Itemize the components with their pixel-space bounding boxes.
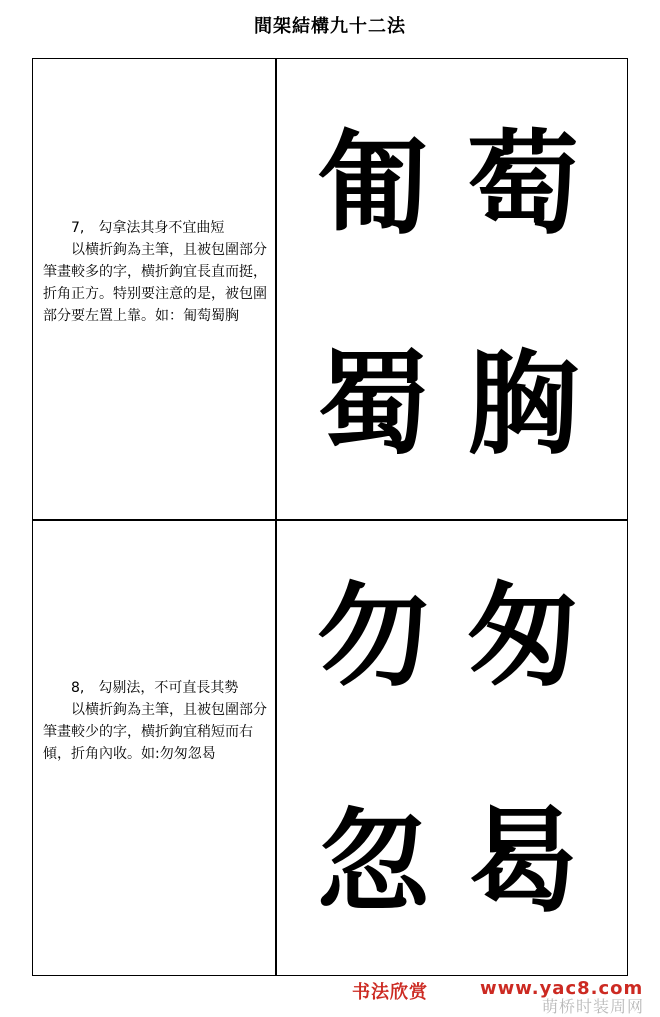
section-1-body: 以横折鉤為主筆，且被包圍部分筆畫較多的字，横折鉤宜長直而挺，折角正方。特别要注意的是，被包圍部分要左置上靠。如：匍萄蜀胸: [43, 242, 267, 324]
watermark-site2: 萌桥时装周网: [541, 997, 644, 1016]
section-2-body: 以横折鉤為主筆，且被包圍部分筆畫較少的字，横折鉤宜稍短而右傾，折角內收。如:勿匆忽曷: [43, 702, 267, 762]
section-2-heading: 8, 勾剔法，不可直長其勢: [71, 680, 239, 696]
section-2-description: [43, 677, 269, 765]
section-1-heading: 7, 勾拿法其身不宜曲短: [71, 220, 225, 236]
section-1-description: [43, 217, 269, 327]
content-table: [32, 58, 628, 976]
glyph-2: 萄: [467, 119, 579, 250]
glyph-1: 匍: [317, 119, 429, 250]
glyph-5: 勿: [317, 571, 429, 702]
column-divider: [275, 59, 277, 975]
glyph-8: 曷: [467, 797, 579, 928]
watermark-site-cn: 书法欣赏: [352, 982, 428, 1003]
watermark-site-url: www.yac8.com: [480, 978, 644, 999]
row-divider: [33, 519, 627, 521]
glyph-6: 匆: [467, 571, 579, 702]
page-title: 間架結構九十二法: [254, 16, 406, 37]
glyph-4: 胸: [467, 339, 579, 470]
glyph-3: 蜀: [317, 339, 429, 470]
glyph-7: 忽: [317, 797, 429, 928]
